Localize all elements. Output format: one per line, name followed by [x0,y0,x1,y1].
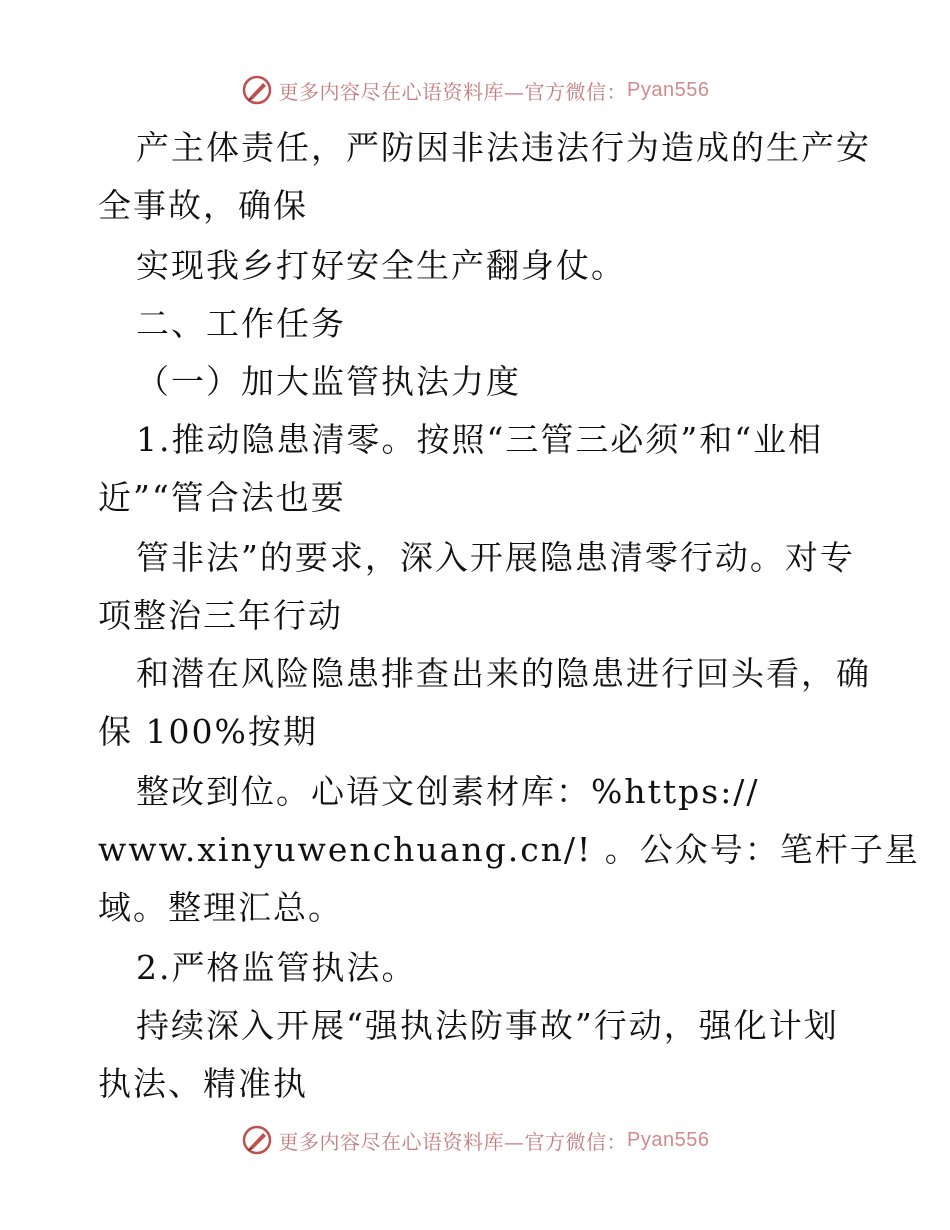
body-line: 域。整理汇总。 [98,888,343,927]
footer-banner-text: 更多内容尽在心语资料库—官方微信： [278,1129,628,1154]
body-line: 保 100%按期 [98,712,318,751]
footer-banner [0,1120,950,1160]
header-banner-id: Pyan556 [627,78,710,101]
body-line: 产主体责任，严防因非法违法行为造成的生产安 [136,128,871,167]
body-line: www.xinyuwenchuang.cn/! 。公众号：笔杆子星 [98,830,920,869]
header-banner-text: 更多内容尽在心语资料库—官方微信： [278,79,628,104]
body-line: 执法、精准执 [98,1064,308,1103]
body-line: 2.严格监管执法。 [136,948,417,987]
pen-logo-icon [241,1124,273,1156]
body-line: 实现我乡打好安全生产翻身仗。 [136,246,626,285]
body-line: 近”“管合法也要 [98,478,346,517]
body-line: 项整治三年行动 [98,596,343,635]
body-line: 整改到位。心语文创素材库：%https:// [136,772,760,811]
body-line: 全事故，确保 [98,186,308,225]
body-line: 持续深入开展“强执法防事故”行动，强化计划 [136,1006,839,1045]
header-banner [0,70,950,110]
subsection-heading: （一）加大监管执法力度 [136,362,521,401]
footer-banner-id: Pyan556 [627,1128,710,1151]
body-line: 管非法”的要求，深入开展隐患清零行动。对专 [136,538,855,577]
pen-logo-icon [241,74,273,106]
body-line: 1.推动隐患清零。按照“三管三必须”和“业相 [136,420,824,459]
body-line: 和潜在风险隐患排查出来的隐患进行回头看，确 [136,654,871,693]
section-heading: 二、工作任务 [136,304,346,343]
